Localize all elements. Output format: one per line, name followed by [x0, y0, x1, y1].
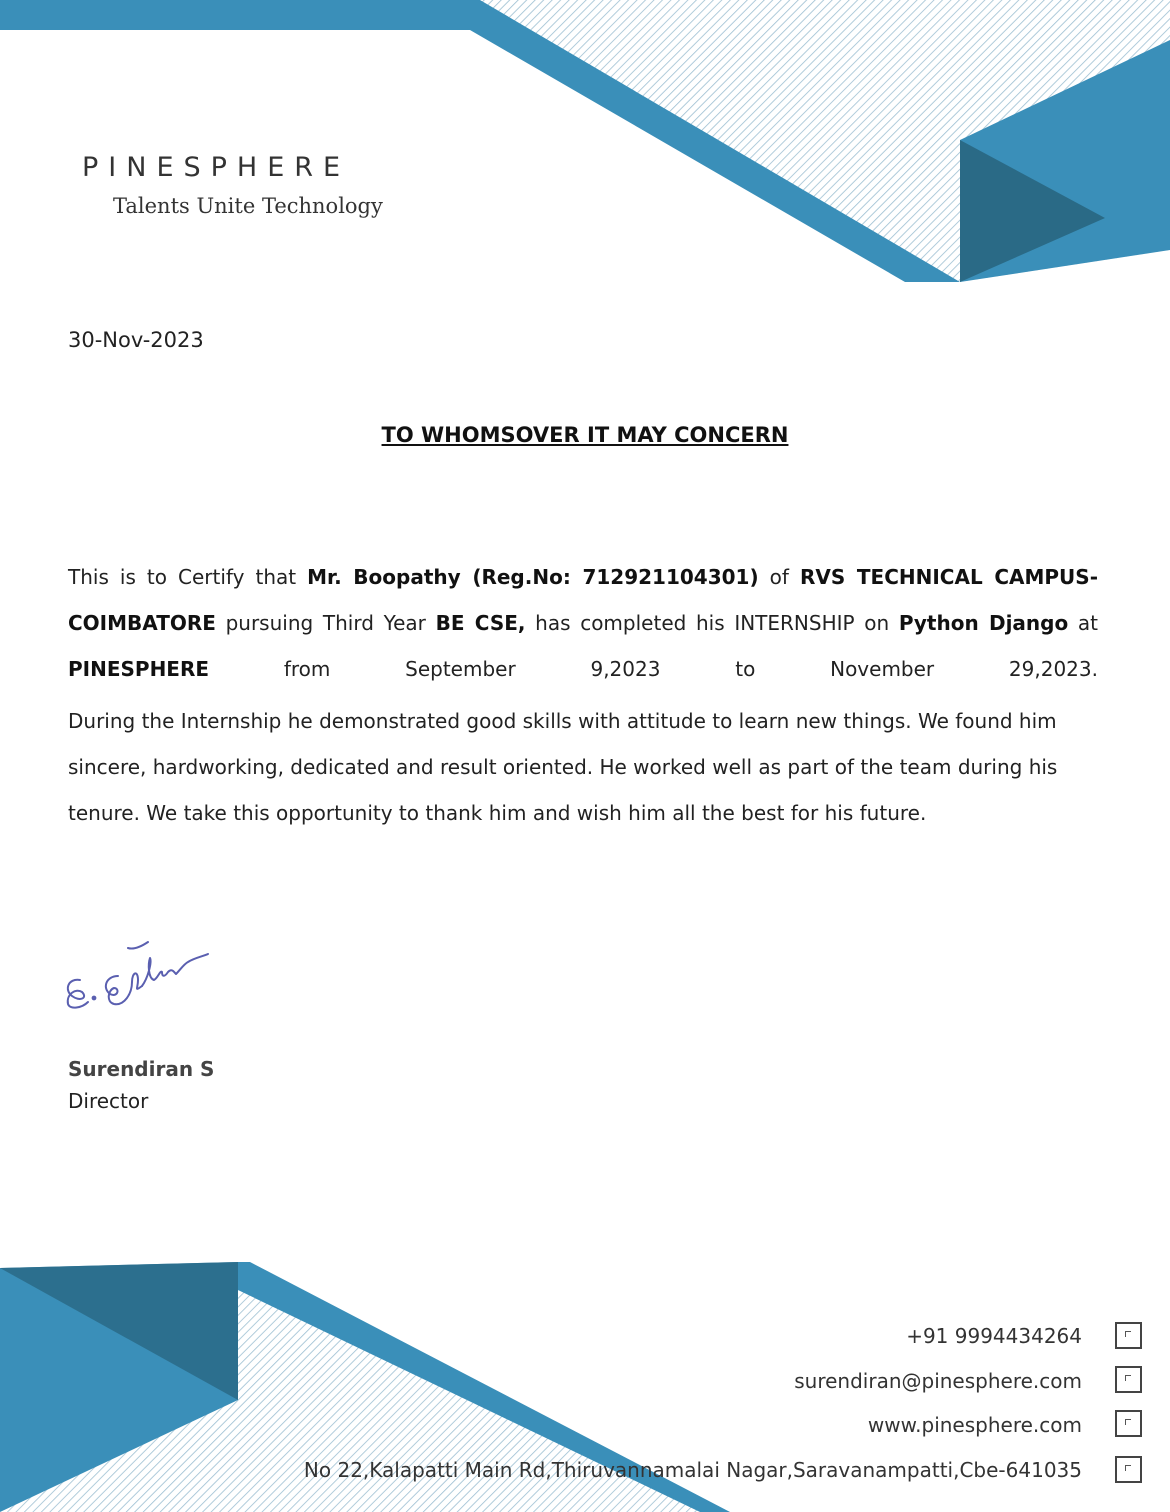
signatory-name: Surendiran S: [68, 1057, 215, 1081]
company-logo: PINESPHERE: [82, 152, 351, 183]
location-icon: [1115, 1456, 1142, 1483]
company-name: PINESPHERE: [68, 657, 210, 681]
intern-name: Mr. Boopathy (Reg.No: 712921104301): [307, 565, 759, 589]
footer-website[interactable]: www.pinesphere.com: [867, 1413, 1082, 1437]
handwritten-signature: [58, 918, 228, 1018]
email-icon: [1115, 1366, 1142, 1393]
footer-address: No 22,Kalapatti Main Rd,Thiruvannamalai Nagar,Saravanampatti,Cbe-641035: [303, 1458, 1082, 1482]
internship-topic: Python Django: [898, 611, 1069, 635]
phone-icon: [1115, 1322, 1142, 1349]
globe-icon: [1115, 1410, 1142, 1437]
institution-name: RVS TECHNICAL CAMPUS-COIMBATORE: [68, 565, 1099, 635]
degree: BE CSE,: [435, 611, 526, 635]
signatory-title: Director: [68, 1089, 149, 1113]
footer-email[interactable]: surendiran@pinesphere.com: [794, 1369, 1082, 1393]
letter-heading: TO WHOMSOVER IT MAY CONCERN: [381, 423, 789, 447]
certification-paragraph: This is to Certify that Mr. Boopathy (Reg.No: 712921104301) of RVS TECHNICAL CAMPUS-COIMBATORE pursuing Third Year BE CSE, has completed his INTERNSHIP on Python Django at PINESPHERE from September 9,2023 to November 29,2023.: [68, 565, 1099, 681]
company-tagline: Talents Unite Technology: [113, 194, 383, 218]
letter-date: 30-Nov-2023: [68, 328, 204, 352]
evaluation-paragraph: During the Internship he demonstrated good skills with attitude to learn new things. We found him sincere, hardworking, dedicated and result oriented. He worked well as part of the team during his tenure. We take this opportunity to thank him and wish him all the best for his future.: [68, 709, 1058, 825]
footer-phone: +91 9994434264: [906, 1324, 1082, 1348]
